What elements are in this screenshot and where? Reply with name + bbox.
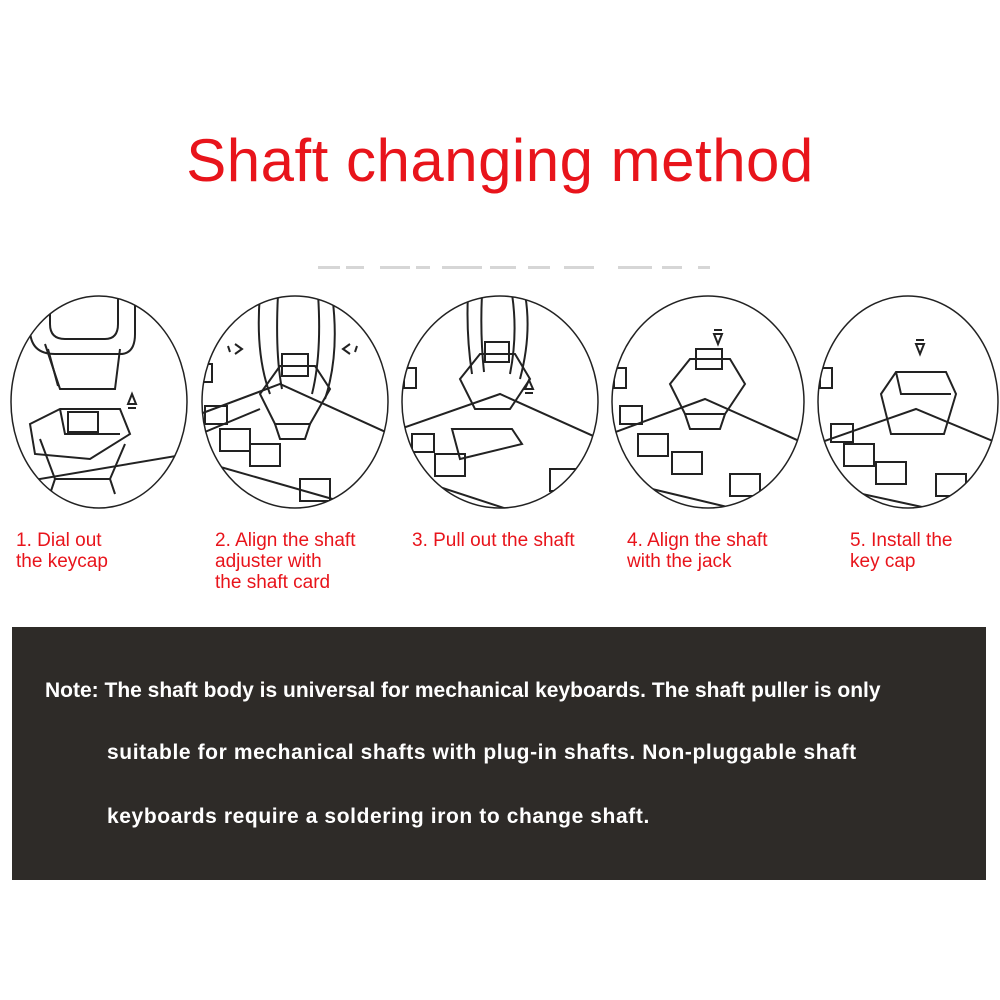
- page-title: Shaft changing method: [186, 127, 814, 194]
- step-1-illustration: [10, 294, 188, 510]
- note-line-3: keyboards require a soldering iron to change shaft.: [107, 805, 650, 828]
- step-5-label: 5. Install the key cap: [850, 530, 953, 572]
- step-3-illustration: [400, 294, 578, 510]
- step-2-label: 2. Align the shaft adjuster with the shaft card: [215, 530, 356, 593]
- step-5-illustration: [816, 294, 994, 510]
- step-4-label: 4. Align the shaft with the jack: [627, 530, 768, 572]
- step-4-illustration: [610, 294, 788, 510]
- note-line-2: suitable for mechanical shafts with plug-in shafts. Non-pluggable shaft: [107, 741, 857, 764]
- note-panel: [12, 627, 986, 880]
- step-1-label: 1. Dial out the keycap: [16, 530, 108, 572]
- step-3-label: 3. Pull out the shaft: [412, 530, 575, 551]
- step-2-illustration: [200, 294, 378, 510]
- faint-subtitle-decoration: [318, 264, 718, 272]
- note-line-1: Note: The shaft body is universal for mechanical keyboards. The shaft puller is only: [45, 679, 881, 702]
